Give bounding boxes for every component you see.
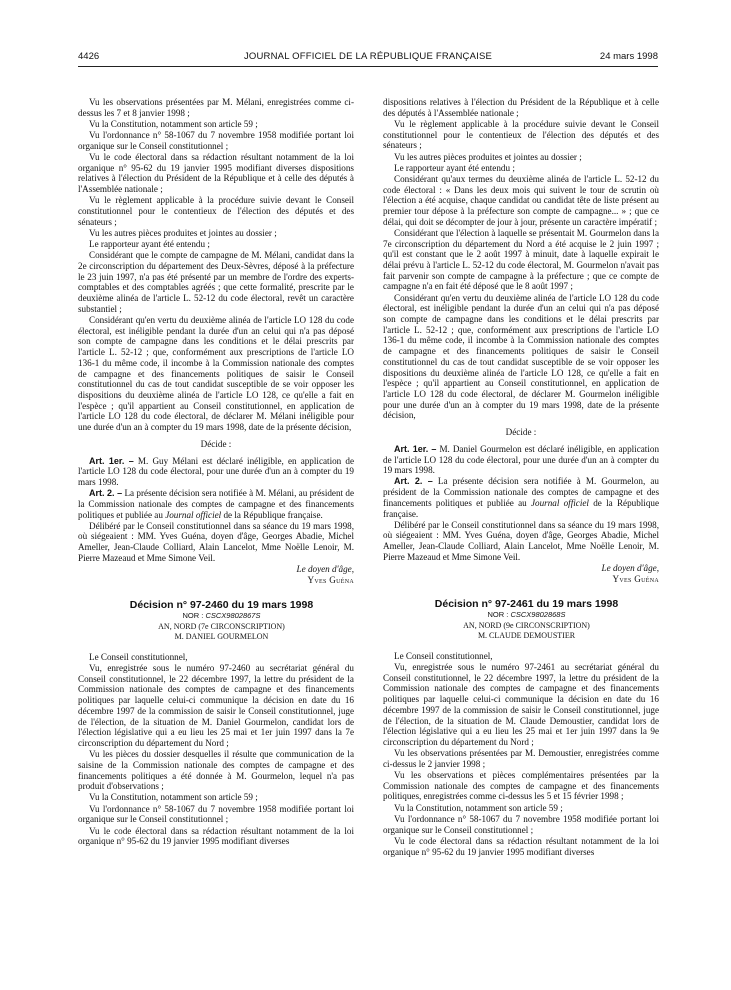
paragraph: Vu le code électoral dans sa rédaction résultant notamment de la loi organique n° 95-62 du 19 janvier 1995 modifiant diverses bbox=[383, 835, 659, 857]
paragraph: Vu la Constitution, notamment son article 59 ; bbox=[89, 118, 258, 129]
article-text: M. Guy Mélani est déclaré inéligible, en application de l'article LO 128 du code électoral, pour une durée d'un an à compter du 19 mars 1998. bbox=[78, 455, 354, 487]
article-2 bbox=[383, 476, 659, 519]
page-number: 4426 bbox=[78, 51, 100, 62]
paragraph: Vu l'ordonnance n° 58-1067 du 7 novembre 1958 modifiée portant loi organique sur le Conseil constitutionnel ; bbox=[78, 130, 354, 151]
paragraph: dispositions relatives à l'élection du Président de la République et à celle des députés à l'Assemblée nationale ; bbox=[383, 97, 659, 118]
paragraph: Vu les autres pièces produites et jointes au dossier ; bbox=[394, 151, 582, 162]
paragraph: Vu, enregistrée sous le numéro 97-2460 au secrétariat général du Conseil constitutionnel, le 22 décembre 1997, la lettre du président de la Commission nationale des comptes de campagne et des financements politiques par laquelle celui-ci communique la décision en date du 16 décembre 1997 de la commission de saisir le Conseil constitutionnel, juge de l'élection, de la situation de M. Daniel Gourmelon, candidat lors de l'élection législative qui a eu lieu les 25 mai et 1er juin 1997 dans la 7e circonscription du département du Nord ; bbox=[78, 663, 354, 748]
paragraph: Vu l'ordonnance n° 58-1067 du 7 novembre 1958 modifiée portant loi organique sur le Conseil constitutionnel ; bbox=[78, 803, 354, 825]
decide-heading: Décide : bbox=[200, 438, 232, 449]
right-column bbox=[383, 97, 659, 858]
paragraph: Vu le code électoral dans sa rédaction résultant notamment de la loi organique n° 95-62 du 19 janvier 1995 modifiant diverses dispositions relatives à l'élection du Président de la République et à celle des députés à l'Assemblée nationale ; bbox=[78, 152, 354, 195]
signature-name: Yves Guéna bbox=[612, 574, 659, 585]
paragraph: Considérant qu'en vertu du deuxième alinéa de l'article LO 128 du code électoral, est inéligible pendant la durée d'un an celui qui n'a pas déposé son compte de campagne dans les conditions et le délai prescrits par l'article L. 52-12 ; que, conformément aux prescriptions de l'article LO 136-1 du même code, il incombe à la Commission nationale des comptes de campagne et des financements politiques de saisir le Conseil constitutionnel du cas de tout candidat susceptible de se voir opposer les dispositions du deuxième alinéa de l'article LO 128, ce qu'elle a fait en l'espèce ; qu'il appartient au Conseil constitutionnel, en application de l'article LO 128 du code électoral, de déclarer M. Gourmelon inéligible pour une durée d'un an à compter du 19 mars 1998, date de la présente décision, bbox=[383, 292, 659, 421]
article-text: de la République française. bbox=[383, 497, 660, 519]
constituency: AN, NORD (7e CIRCONSCRIPTION) bbox=[158, 622, 285, 632]
article-1 bbox=[78, 456, 354, 488]
article-2 bbox=[78, 488, 354, 520]
paragraph: Vu les autres pièces produites et jointes au dossier ; bbox=[89, 227, 277, 238]
article-text: La présente décision sera notifiée à M. Gourmelon, au président de la Commission nationale des comptes de campagne et des financements politiques et publiée au bbox=[383, 476, 659, 508]
deliberation: Délibéré par le Conseil constitutionnel dans sa séance du 19 mars 1998, où siégeaient : MM. Yves Guéna, doyen d'âge, Georges Abadie, Michel Ameller, Jean-Claude Colliard, Alain Lancelot, Mme Noëlle Lenoir, M. Pierre Mazeaud et Mme Simone Veil. bbox=[383, 519, 659, 562]
journal-title: JOURNAL OFFICIEL DE LA RÉPUBLIQUE FRANÇAISE bbox=[243, 51, 493, 62]
nor-label: NOR : bbox=[487, 610, 509, 620]
paragraph: Vu le règlement applicable à la procédure suivie devant le Conseil constitutionnel pour le contentieux de l'élection des députés et des sénateurs ; bbox=[383, 118, 659, 151]
paragraph: Vu la Constitution, notamment son article 59 ; bbox=[394, 802, 563, 813]
article-label: Art. 2. – bbox=[89, 488, 123, 499]
publication-date: 24 mars 1998 bbox=[599, 51, 658, 62]
paragraph: Le rapporteur ayant été entendu ; bbox=[89, 239, 210, 250]
decision-title: Décision n° 97-2461 du 19 mars 1998 bbox=[434, 597, 619, 610]
journal-reference: Journal officiel bbox=[530, 497, 589, 508]
constituency: AN, NORD (9e CIRCONSCRIPTION) bbox=[463, 621, 590, 631]
candidate-name: M. DANIEL GOURMELON bbox=[174, 632, 269, 642]
article-text: La présente décision sera notifiée à M. Mélani, au président de la Commission nationale des comptes de campagne et des financements politiques et publiée au bbox=[78, 488, 355, 520]
journal-reference: Journal officiel bbox=[165, 509, 222, 520]
paragraph: Le Conseil constitutionnel, bbox=[394, 650, 493, 661]
header-rule bbox=[78, 66, 658, 67]
candidate-name: M. CLAUDE DEMOUSTIER bbox=[477, 631, 576, 641]
nor-reference bbox=[78, 611, 354, 622]
decide-heading: Décide : bbox=[505, 427, 537, 438]
paragraph: Vu le code électoral dans sa rédaction résultant notamment de la loi organique n° 95-62 du 19 janvier 1995 modifiant diverses bbox=[78, 825, 354, 847]
paragraph: Le Conseil constitutionnel, bbox=[89, 651, 188, 662]
signature-title: Le doyen d'âge, bbox=[296, 564, 354, 575]
paragraph: Vu le règlement applicable à la procédure suivie devant le Conseil constitutionnel pour le contentieux de l'élection des députés et des sénateurs ; bbox=[78, 195, 354, 227]
paragraph: Considérant qu'en vertu du deuxième alinéa de l'article LO 128 du code électoral, est inéligible pendant la durée d'un an celui qui n'a pas déposé son compte de campagne dans les conditions et le délai prescrits par l'article L. 52-12 ; que, conformément aux prescriptions de l'article LO 136-1 du même code, il incombe à la Commission nationale des comptes de campagne et des financements politiques de saisir le Conseil constitutionnel du cas de tout candidat susceptible de se voir opposer les dispositions du deuxième alinéa de l'article LO 128, ce qu'elle a fait en l'espèce ; qu'il appartient au Conseil constitutionnel, en application de l'article LO 128 du code électoral, de déclarer M. Mélani inéligible pour une durée d'un an à compter du 19 mars 1998, date de la présente décision, bbox=[78, 315, 354, 433]
article-1 bbox=[383, 444, 659, 476]
signature-name: Yves Guéna bbox=[307, 575, 354, 586]
article-label: Art. 2. – bbox=[394, 476, 433, 487]
paragraph: Vu la Constitution, notamment son article 59 ; bbox=[89, 792, 258, 803]
left-column bbox=[78, 97, 354, 848]
paragraph: Vu les observations présentées par M. Mélani, enregistrées comme ci-dessus les 7 et 8 janvier 1998 ; bbox=[78, 97, 354, 118]
paragraph: Le rapporteur ayant été entendu ; bbox=[394, 162, 515, 173]
nor-code: CSCX9802867S bbox=[205, 611, 261, 621]
nor-label: NOR : bbox=[182, 611, 204, 621]
paragraph: Vu les observations présentées par M. Demoustier, enregistrées comme ci-dessus le 2 janvier 1998 ; bbox=[383, 748, 659, 769]
nor-reference bbox=[383, 610, 659, 621]
paragraph: Vu, enregistrée sous le numéro 97-2461 au secrétariat général du Conseil constitutionnel, le 22 décembre 1997, la lettre du président de la Commission nationale des comptes de campagne et des financements politiques par laquelle celui-ci communique la décision en date du 16 décembre 1997 de la commission de saisir le Conseil constitutionnel, juge de l'élection, de la situation de M. Claude Demoustier, candidat lors de l'élection législative qui a eu lieu les 25 mai et 1er juin 1997 dans la 9e circonscription du département du Nord ; bbox=[383, 662, 659, 747]
paragraph: Vu les pièces du dossier desquelles il résulte que communication de la saisine de la Commission nationale des comptes de campagne et des financements politiques a été donnée à M. Gourmelon, lequel n'a pas produit d'observations ; bbox=[78, 749, 354, 792]
paragraph: Vu les observations et pièces complémentaires présentées par la Commission nationale des comptes de campagne et des financements politiques, enregistrées comme ci-dessus les 5 et 15 février 1998 ; bbox=[383, 770, 659, 802]
article-text: M. Daniel Gourmelon est déclaré inéligible, en application de l'article LO 128 du code électoral, pour une durée d'un an à compter du 19 mars 1998. bbox=[383, 443, 660, 476]
nor-code: CSCX9802868S bbox=[510, 610, 566, 620]
decision-title: Décision n° 97-2460 du 19 mars 1998 bbox=[129, 598, 314, 611]
article-text: de la République française. bbox=[223, 509, 323, 520]
page-header bbox=[78, 51, 658, 65]
paragraph: Considérant que le compte de campagne de M. Mélani, candidat dans la 2e circonscription du département des Deux-Sèvres, déposé à la préfecture le 23 juin 1997, n'a pas été présenté par un membre de l'ordre des experts-comptables et des comptables agréés ; que cette formalité, prescrite par le deuxième alinéa de l'article L. 52-12 du code électoral, revêt un caractère substantiel ; bbox=[78, 250, 354, 314]
paragraph: Considérant qu'aux termes du deuxième alinéa de l'article L. 52-12 du code électoral : « Dans les deux mois qui suivent le tour de scrutin où l'élection a été acquise, chaque candidat ou candidat tête de liste présent au premier tour dépose à la préfecture son compte de campagne... » ; que ce délai, qui doit se décompter de jour à jour, présente un caractère impératif ; bbox=[383, 173, 659, 227]
deliberation: Délibéré par le Conseil constitutionnel dans sa séance du 19 mars 1998, où siégeaient : MM. Yves Guéna, doyen d'âge, Georges Abadie, Michel Ameller, Jean-Claude Colliard, Alain Lancelot, Mme Noëlle Lenoir, M. Pierre Mazeaud et Mme Simone Veil. bbox=[78, 520, 354, 563]
paragraph: Vu l'ordonnance n° 58-1067 du 7 novembre 1958 modifiée portant loi organique sur le Conseil constitutionnel ; bbox=[383, 813, 659, 835]
paragraph: Considérant que l'élection à laquelle se présentait M. Gourmelon dans la 7e circonscription du département du Nord a été acquise le 2 juin 1997 ; qu'il est constant que le 2 août 1997 à minuit, date à laquelle expirait le délai prévu à l'article L. 52-12 du code électoral, M. Gourmelon n'avait pas fait parvenir son compte de campagne à la préfecture ; que ce compte de campagne n'a en fait été déposé que le 8 août 1997 ; bbox=[383, 227, 659, 292]
signature-title: Le doyen d'âge, bbox=[601, 563, 659, 574]
article-label: Art. 1er. – bbox=[89, 455, 134, 466]
article-label: Art. 1er. – bbox=[394, 443, 437, 454]
